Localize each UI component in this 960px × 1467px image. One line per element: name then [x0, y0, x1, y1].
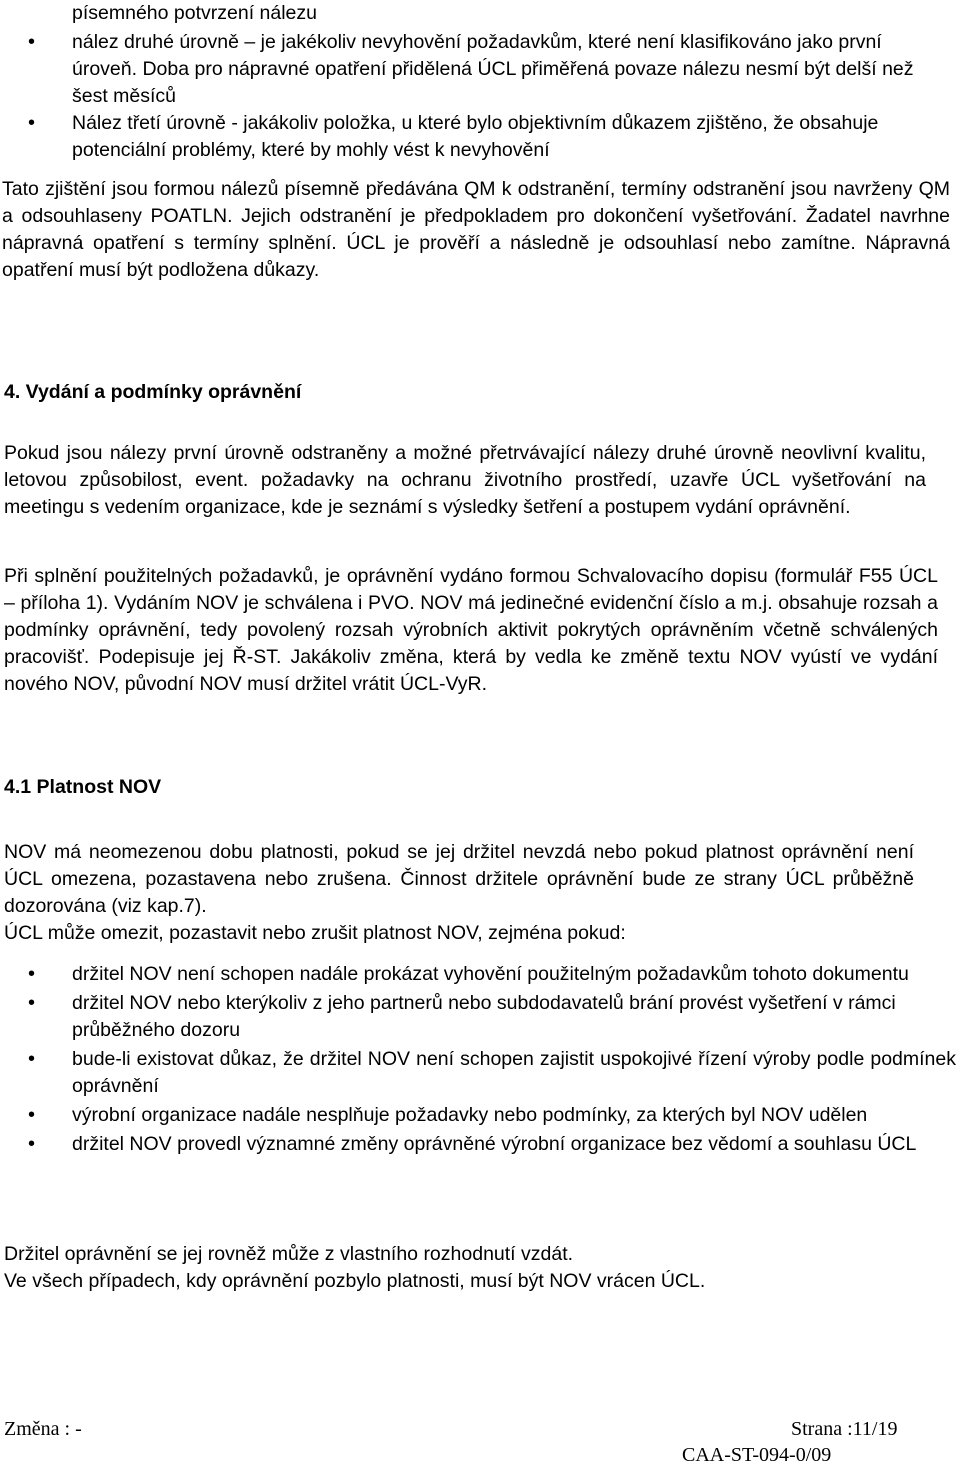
section-4-paragraph-1: Pokud jsou nálezy první úrovně odstraněny a možné přetrvávající nálezy druhé úrovně neovlivní kvalitu, letovou způsobilost, event. požadavky na ochranu životního prostředí, uzavře ÚCL vyšetřování na meetingu s vedením organizace, kde je seznámí s výsledky šetření a postupem vydání oprávnění. [4, 442, 926, 518]
page-number: Strana :11/19 [791, 1418, 898, 1440]
closing-line-2: Ve všech případech, kdy oprávnění pozbylo platnosti, musí být NOV vrácen ÚCL. [4, 1270, 706, 1292]
findings-paragraph: Tato zjištění jsou formou nálezů písemně předávána QM k odstranění, termíny odstranění jsou navrženy QM a odsouhlaseny POATLN. Jejich odstranění je předpokladem pro dokončení vyšetřování. Žadatel navrhne nápravná opatření s termíny splnění. ÚCL je prověří a následně je odsouhlasí nebo zamítne. Nápravná opatření musí být podložena důkazy. [2, 178, 950, 281]
findings-list-section [0, 2, 952, 164]
document-code: CAA-ST-094-0/09 [682, 1444, 832, 1466]
findings-bullets [0, 29, 952, 164]
list-item: • držitel NOV není schopen nadále prokázat vyhovění použitelným požadavkům tohoto dokumentu [0, 961, 930, 988]
section-4-paragraph-2: Při splnění použitelných požadavků, je oprávnění vydáno formou Schvalovacího dopisu (formulář F55 ÚCL – příloha 1). Vydáním NOV je schválena i PVO. NOV má jedinečné evidenční číslo a m.j. obsahuje rozsah a podmínky oprávnění, tedy povolený rozsah výrobních aktivit pokrytých oprávněním včetně schválených pracovišť. Podepisuje jej Ř-ST. Jakákoliv změna, která by vedla ke změně textu NOV vyústí ve vydání nového NOV, původní NOV musí držitel vrátit ÚCL-VyR. [4, 565, 938, 695]
list-item: • výrobní organizace nadále nesplňuje požadavky nebo podmínky, za kterých byl NOV udělen [0, 1102, 932, 1129]
list-item: • bude-li existovat důkaz, že držitel NOV není schopen zajistit uspokojivé řízení výroby podle podmínek oprávnění [0, 1046, 956, 1100]
section-4-heading: 4. Vydání a podmínky oprávnění [4, 381, 302, 403]
list-item: • držitel NOV nebo kterýkoliv z jeho partnerů nebo subdodavatelů brání provést vyšetření v rámci průběžného dozoru [0, 990, 912, 1044]
section-4-1-intro: ÚCL může omezit, pozastavit nebo zrušit platnost NOV, zejména pokud: [4, 922, 626, 944]
section-4-1-heading: 4.1 Platnost NOV [4, 776, 162, 798]
change-label: Změna : - [4, 1418, 82, 1440]
revocation-conditions-list [0, 961, 958, 1158]
list-item: • nález druhé úrovně – je jakékoliv nevyhovění požadavkům, které není klasifikováno jako první úroveň. Doba pro nápravné opatření přidělená ÚCL přiměřená povaze nálezu nesmí být delší než šest měsíců [0, 29, 952, 110]
list-continuation: písemného potvrzení nálezu [72, 2, 317, 24]
section-4-1-paragraph: NOV má neomezenou dobu platnosti, pokud se jej držitel nevzdá nebo pokud platnost oprávnění není ÚCL omezena, pozastavena nebo zrušena. Činnost držitele oprávnění bude ze strany ÚCL průběžně dozorována (viz kap.7). [4, 841, 914, 917]
list-item: • Nález třetí úrovně - jakákoliv položka, u které bylo objektivním důkazem zjištěno, že obsahuje potenciální problémy, které by mohly vést k nevyhovění [0, 110, 952, 164]
closing-line-1: Držitel oprávnění se jej rovněž může z vlastního rozhodnutí vzdát. [4, 1243, 574, 1265]
list-item: • držitel NOV provedl významné změny oprávněné výrobní organizace bez vědomí a souhlasu ÚCL [0, 1131, 956, 1158]
